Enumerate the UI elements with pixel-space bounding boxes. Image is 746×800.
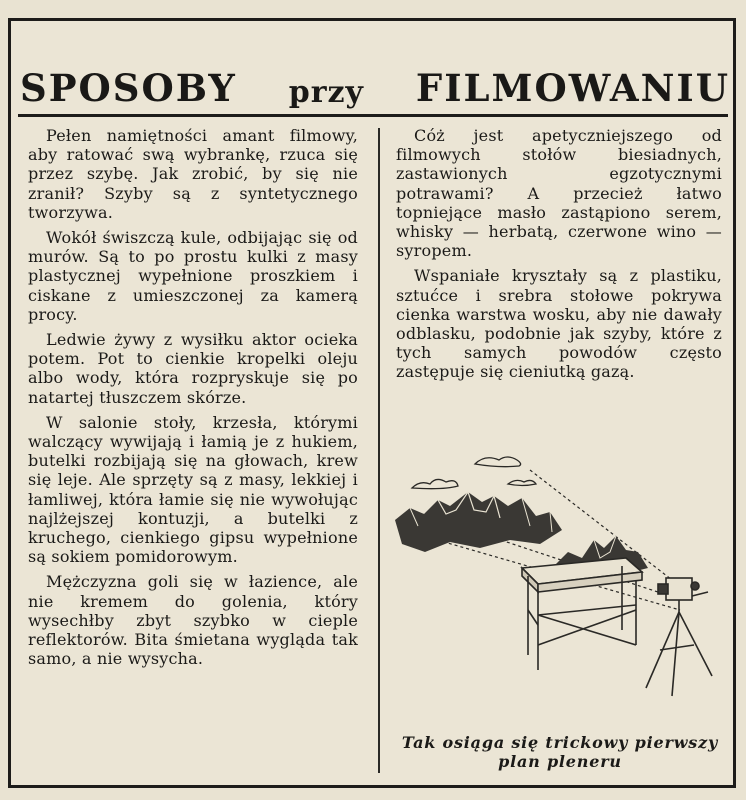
camera-tripod [646,578,712,696]
paragraph: Cóż jest apetyczniejszego od filmowych stołów biesiadnych, zastawionych egzotycznymi potrawami? A przecież łatwo topniejące masło zastąpiono serem, whisky — herbatą, czerwone wino — syropem. [396,126,722,261]
left-column [28,126,358,674]
paragraph: Pełen namiętności amant filmowy, aby ratować swą wybrankę, rzuca się przez szybę. Jak zrobić, by się nie zranił? Szyby są z syntetycznego tworzywa. [28,126,358,222]
title-part-2: przy [288,75,364,110]
paragraph: Mężczyzna goli się w łazience, ale nie kremem do golenia, który wysechłby zbyt szybko w cieple reflektorów. Bita śmietana wygląda tak samo, a nie wysycha. [28,572,358,669]
table [522,558,642,670]
article-title [20,40,730,110]
illustration-miniature-set [390,440,725,725]
paragraph: Wokół świszczą kule, odbijając się od murów. Są to po prostu kulki z masy plastycznej wypełnione proszkiem i ciskane z umieszczonej za kamerą procy. [28,228,358,324]
paragraph: Wspaniałe kryształy są z plastiku, sztućce i srebra stołowe pokrywa cienka warstwa wosku, aby nie dawały odblasku, podobnie jak szyby, które z tych samych powodów często zastępuje się cieniutką gazą. [396,266,722,382]
column-divider [378,128,380,773]
mountain-backdrop [395,492,562,552]
title-rule [18,114,728,117]
cloud-shapes [412,457,536,489]
right-column [396,126,722,388]
paragraph: W salonie stoły, krzesła, którymi walczący wywijają i łamią je z hukiem, butelki rozbijają się na głowach, krew się leje. Ale sprzęty są z masy, lekkiej i łamliwej, która łamie się nie wywołując najlżejszej kontuzji, a butelki z kruchego, cienkiego gipsu wypełnione są sokiem pomidorowym. [28,412,358,567]
illustration-caption: Tak osiąga się trickowy pierwszy plan pleneru [401,733,719,771]
paragraph: Ledwie żywy z wysiłku aktor ocieka potem. Pot to cienkie kropelki oleju albo wody, która rozpryskuje się po natartej tłuszczem skórze. [28,330,358,407]
title-part-1: SPOSOBY [20,66,237,110]
title-part-3: FILMOWANIU [415,66,730,110]
